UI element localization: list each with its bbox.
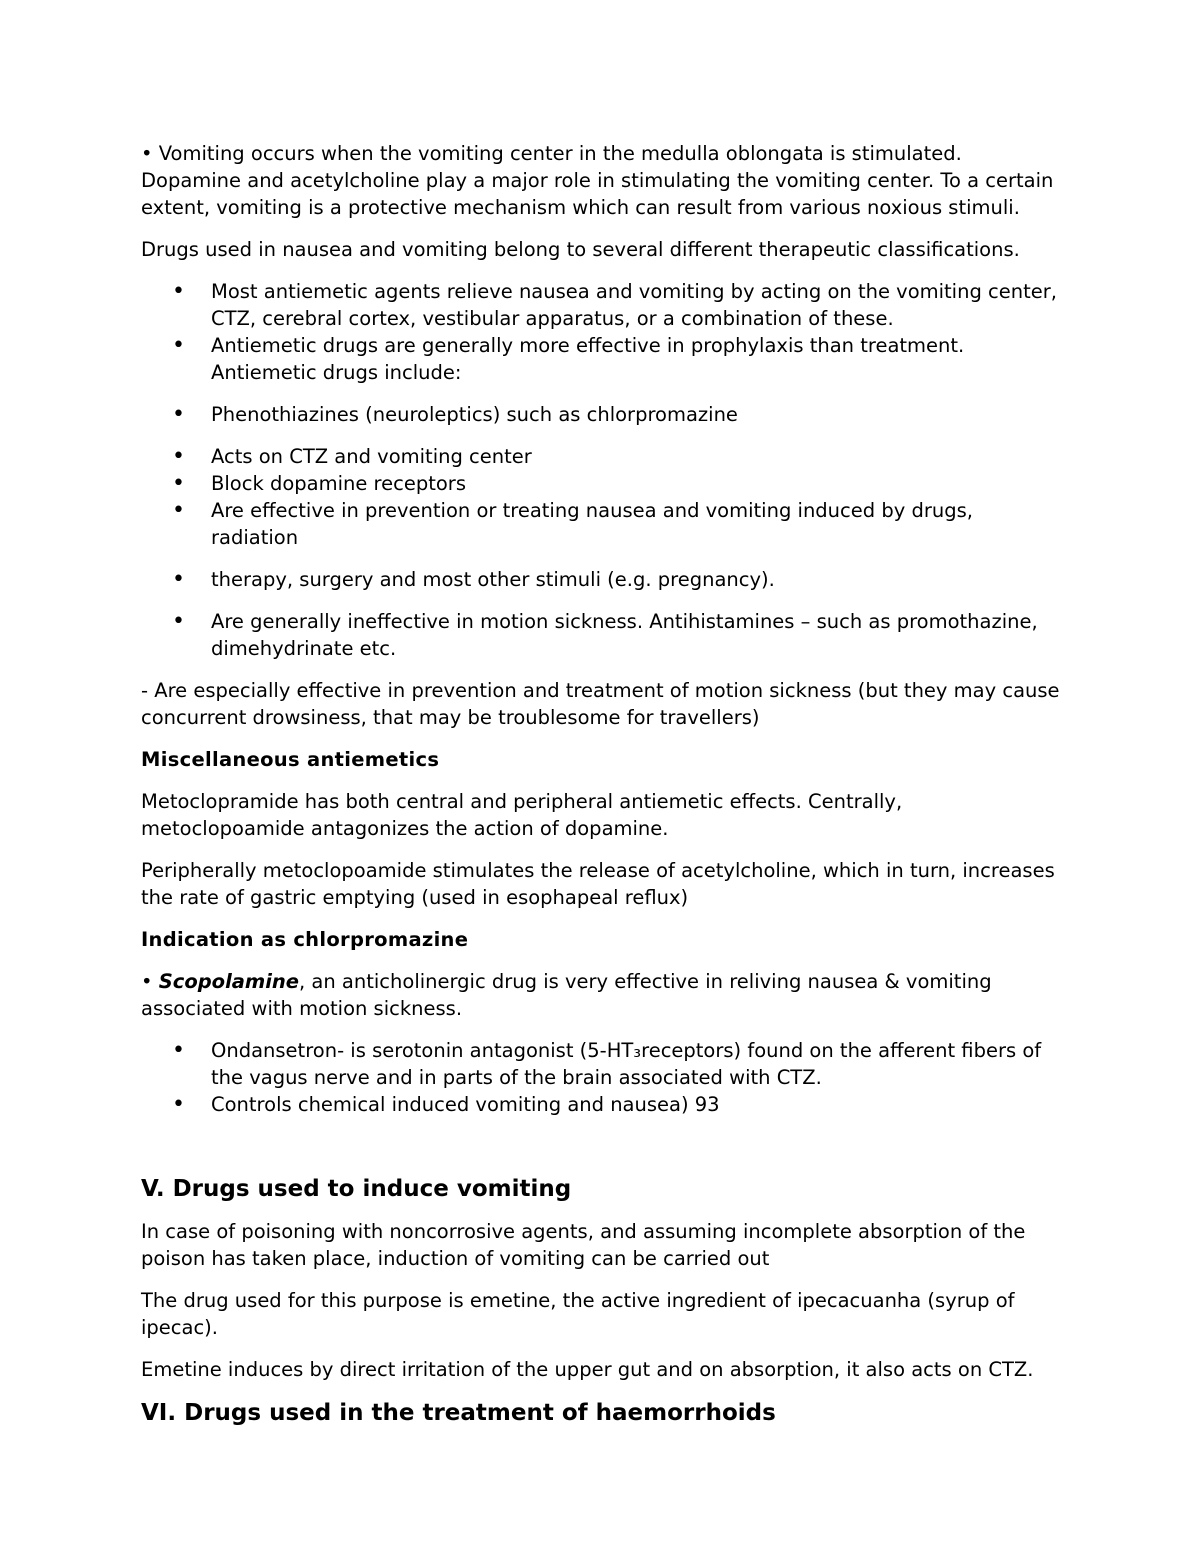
scopolamine-description: , an anticholinergic drug is very effective in reliving nausea & vomiting associated with motion sickness.: [141, 970, 992, 1020]
list-item: • Most antiemetic agents relieve nausea and vomiting by acting on the vomiting center, CTZ, cerebral cortex, vestibular apparatus, or a combination of these.: [141, 278, 1061, 332]
list-item: • Are generally ineffective in motion sickness. Antihistamines – such as promothazine, dimehydrinate etc.: [141, 608, 1061, 662]
list-item: • Acts on CTZ and vomiting center: [141, 443, 1061, 470]
section-v-heading: V. Drugs used to induce vomiting: [141, 1176, 572, 1202]
list-item: • Antiemetic drugs are generally more effective in prophylaxis than treatment. Antiemetic drugs include:: [141, 332, 1061, 386]
indication-heading: Indication as chlorpromazine: [141, 928, 469, 951]
section-v-paragraph-3: Emetine induces by direct irritation of the upper gut and on absorption, it also acts on CTZ.: [141, 1358, 1034, 1381]
list-item: • therapy, surgery and most other stimuli (e.g. pregnancy).: [141, 566, 1061, 593]
bullet-glyph: •: [141, 142, 153, 165]
list-item: • Controls chemical induced vomiting and nausea) 93: [141, 1091, 1061, 1118]
metoclopramide-central-paragraph: Metoclopramide has both central and peripheral antiemetic effects. Centrally, metoclopoamide antagonizes the action of dopamine.: [141, 790, 903, 840]
drugs-classification-paragraph: Drugs used in nausea and vomiting belong to several different therapeutic classifications.: [141, 238, 1020, 261]
scopolamine-paragraph: [141, 968, 1061, 1022]
list-item: • Are effective in prevention or treating nausea and vomiting induced by drugs, radiation: [141, 497, 1061, 551]
antiemetic-list: [141, 278, 1061, 662]
list-item: • Block dopamine receptors: [141, 470, 1061, 497]
metoclopramide-peripheral-paragraph: Peripherally metoclopoamide stimulates the release of acetylcholine, which in turn, increases the rate of gastric emptying (used in esophapeal reflux): [141, 859, 1055, 909]
bullet-glyph: •: [141, 970, 153, 993]
misc-antiemetics-heading: Miscellaneous antiemetics: [141, 748, 440, 771]
vomiting-paragraph-text: Vomiting occurs when the vomiting center in the medulla oblongata is stimulated. Dopamine and acetylcholine play a major role in stimulating the vomiting center. To a certain extent, vomiting is a protective mechanism which can result from various noxious stimuli.: [141, 142, 1054, 219]
ondansetron-list: [141, 1037, 1061, 1118]
list-item: • Phenothiazines (neuroleptics) such as chlorpromazine: [141, 401, 1061, 428]
list-item: • Ondansetron- is serotonin antagonist (5-HT₃receptors) found on the afferent fibers of the vagus nerve and in parts of the brain associated with CTZ.: [141, 1037, 1061, 1091]
antihistamine-note: - Are especially effective in prevention and treatment of motion sickness (but they may cause concurrent drowsiness, that may be troublesome for travellers): [141, 679, 1060, 729]
section-vi-heading: VI. Drugs used in the treatment of haemorrhoids: [141, 1400, 776, 1426]
document-page: [141, 140, 1061, 1442]
section-v-paragraph-2: The drug used for this purpose is emetine, the active ingredient of ipecacuanha (syrup of ipecac).: [141, 1289, 1015, 1339]
scopolamine-term: Scopolamine: [158, 970, 300, 993]
section-v-paragraph-1: In case of poisoning with noncorrosive agents, and assuming incomplete absorption of the poison has taken place, induction of vomiting can be carried out: [141, 1220, 1026, 1270]
vomiting-paragraph: [141, 140, 1061, 221]
